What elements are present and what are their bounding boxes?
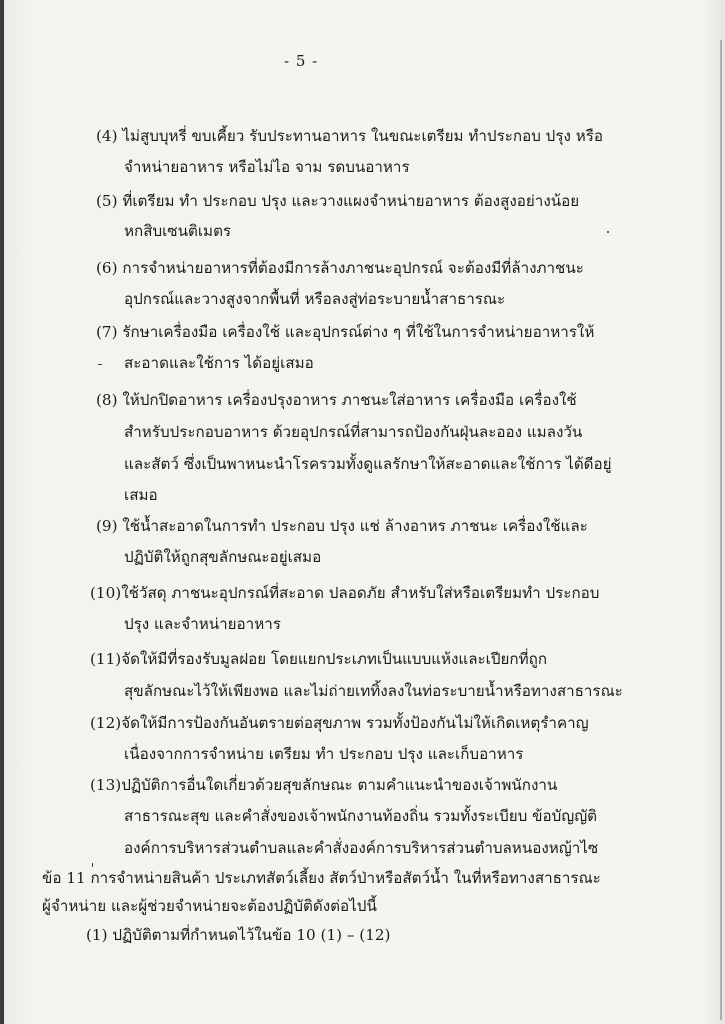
item-continuation: เสมอ [124, 486, 158, 504]
item-number: (10) [90, 584, 122, 602]
item-number: (6) [96, 259, 118, 277]
item-text: จัดให้มีที่รองรับมูลฝอย โดยแยกประเภทเป็นแบบแห้งและเปียกที่ถูก [121, 650, 548, 668]
item-continuation: ปฏิบัติให้ถูกสุขลักษณะอยู่เสมอ [124, 548, 322, 566]
item-continuation: และสัตว์ ซึ่งเป็นพาหนะนำโรครวมทั้งดูแลรักษาให้สะอาดและใช้การ ได้ดีอยู่ [124, 455, 612, 473]
item-continuation: จำหน่ายอาหาร หรือไม่ไอ จาม รดบนอาหาร [124, 158, 410, 176]
item-text: การจำหน่ายอาหารที่ต้องมีการล้างภาชนะอุปกรณ์ จะต้องมีที่ล้างภาชนะ [122, 259, 584, 277]
scan-speck [98, 364, 102, 365]
clause-11-continuation: ผู้จำหน่าย และผู้ช่วยจำหน่ายจะต้องปฏิบัติดังต่อไปนี้ [42, 897, 377, 915]
item-continuation: อุปกรณ์และวางสูงจากพื้นที่ หรือลงสู่ท่อระบายน้ำสาธารณะ [124, 290, 506, 308]
list-item-5 [96, 191, 579, 211]
item-number: (11) [90, 650, 122, 668]
list-item-10 [90, 583, 599, 603]
list-item-13 [90, 775, 557, 795]
list-item-12 [90, 713, 589, 733]
item-number: (5) [96, 192, 118, 210]
item-continuation: เนื่องจากการจำหน่าย เตรียม ทำ ประกอบ ปรุง และเก็บอาหาร [124, 745, 524, 763]
item-number: (8) [96, 391, 118, 409]
item-continuation: ปรุง และจำหน่ายอาหาร [124, 615, 281, 633]
page-number: - 5 - [284, 52, 319, 70]
scan-left-edge [0, 0, 4, 1024]
item-continuation: หกสิบเซนติเมตร [124, 222, 232, 240]
item-text: ปฏิบัติการอื่นใดเกี่ยวด้วยสุขลักษณะ ตามคำแนะนำของเจ้าพนักงาน [121, 776, 558, 794]
item-text: ปฏิบัติตามที่กำหนดไว้ในข้อ 10 (1) – (12) [112, 926, 391, 944]
item-number: (13) [90, 776, 122, 794]
item-continuation: สำหรับประกอบอาหาร ด้วยอุปกรณ์ที่สามารถป้องกันฝุ่นละออง แมลงวัน [124, 423, 583, 441]
item-text: ใช้วัสดุ ภาชนะอุปกรณ์ที่สะอาด ปลอดภัย สำหรับใส่หรือเตรียมทำ ประกอบ [121, 584, 600, 602]
item-text: รักษาเครื่องมือ เครื่องใช้ และอุปกรณ์ต่าง ๆ ที่ใช้ในการจำหน่ายอาหารให้ [122, 323, 595, 341]
clause-11-item-1 [86, 925, 390, 945]
item-number: (4) [96, 127, 118, 145]
scan-right-edge [720, 40, 722, 1020]
item-text: ที่เตรียม ทำ ประกอบ ปรุง และวางแผงจำหน่ายอาหาร ต้องสูงอย่างน้อย [122, 192, 580, 210]
item-number: (1) [86, 926, 108, 944]
item-text: ให้ปกปิดอาหาร เครื่องปรุงอาหาร ภาชนะใส่อาหาร เครื่องมือ เครื่องใช้ [122, 391, 577, 409]
list-item-6 [96, 258, 584, 278]
list-item-9 [96, 516, 588, 536]
item-continuation: สุขลักษณะไว้ให้เพียงพอ และไม่ถ่ายเททิ้งลงในท่อระบายน้ำหรือทางสาธารณะ [124, 682, 623, 700]
list-item-8 [96, 390, 577, 410]
item-continuation: สาธารณะสุข และคำสั่งของเจ้าพนักงานท้องถิ่น รวมทั้งระเบียบ ข้อบัญญัติ [124, 807, 598, 825]
item-number: (9) [96, 517, 118, 535]
item-number: (7) [96, 323, 118, 341]
item-text: จัดให้มีการป้องกันอันตรายต่อสุขภาพ รวมทั้งป้องกันไม่ให้เกิดเหตุรำคาญ [121, 714, 589, 732]
item-continuation: องค์การบริหารส่วนตำบลและคำสั่งองค์การบริหารส่วนตำบลหนองหญ้าไซ [124, 839, 599, 857]
item-continuation: สะอาดและใช้การ ได้อยู่เสมอ [124, 354, 314, 372]
item-number: (12) [90, 714, 122, 732]
list-item-11 [90, 649, 547, 669]
item-text: ใช้น้ำสะอาดในการทำ ประกอบ ปรุง แช่ ล้างอาหร ภาชนะ เครื่องใช้และ [122, 517, 588, 535]
list-item-4 [96, 126, 603, 146]
scan-speck [92, 863, 93, 867]
clause-11-heading: ข้อ 11 การจำหน่ายสินค้า ประเภทสัตว์เลี้ยง สัตว์ป่าหรือสัตว์น้ำ ในที่หรือทางสาธารณะ [42, 869, 601, 887]
item-text: ไม่สูบบุหรี่ ขบเคี้ยว รับประทานอาหาร ในขณะเตรียม ทำประกอบ ปรุง หรือ [122, 127, 604, 145]
scan-speck [607, 231, 609, 233]
list-item-7 [96, 322, 594, 342]
